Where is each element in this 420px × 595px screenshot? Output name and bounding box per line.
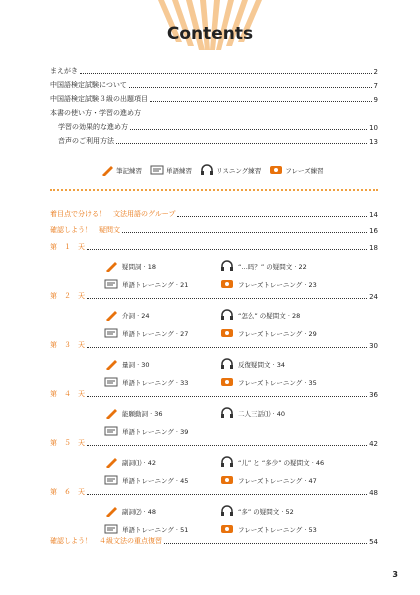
toc-sub-label: 介詞 · 24 bbox=[122, 311, 150, 320]
toc-page: 14 bbox=[369, 211, 378, 219]
toc-label: 中国語検定試験３級の出題項目 bbox=[50, 95, 148, 103]
toc-page: 48 bbox=[369, 489, 378, 497]
toc-sub-label: 単語トレーニング · 33 bbox=[122, 378, 189, 387]
card-icon bbox=[150, 164, 164, 176]
toc-sub-label: 反復疑問文 · 34 bbox=[238, 360, 285, 369]
phrase-icon bbox=[220, 327, 234, 339]
toc-label: 確認しよう！ ４級文法の重点復習 bbox=[50, 537, 162, 545]
leader-dots bbox=[87, 494, 367, 495]
toc-entry[interactable] bbox=[50, 94, 378, 104]
headphones-icon bbox=[220, 358, 234, 370]
toc-sub-label: “儿” と “多少” の疑問文 · 46 bbox=[238, 458, 325, 467]
toc-entry[interactable] bbox=[50, 536, 378, 546]
toc-entry[interactable] bbox=[50, 122, 378, 132]
headphones-icon bbox=[220, 407, 234, 419]
toc-entry[interactable] bbox=[50, 291, 378, 301]
toc-label: 中国語検定試験について bbox=[50, 81, 127, 89]
toc-sub-entry[interactable] bbox=[220, 505, 294, 517]
toc-sub-entry[interactable] bbox=[104, 456, 156, 468]
toc-page: 9 bbox=[373, 96, 378, 104]
dotted-separator bbox=[50, 189, 378, 191]
toc-sub-entry[interactable] bbox=[104, 425, 188, 437]
toc-entry[interactable] bbox=[50, 389, 378, 399]
card-icon bbox=[104, 474, 118, 486]
toc-entry[interactable] bbox=[50, 108, 378, 118]
toc-sub-entry[interactable] bbox=[220, 523, 317, 535]
icon-legend bbox=[100, 164, 324, 176]
toc-label: 音声のご利用方法 bbox=[58, 137, 114, 145]
card-icon bbox=[104, 523, 118, 535]
toc-entry[interactable] bbox=[50, 80, 378, 90]
toc-entry[interactable] bbox=[50, 225, 378, 235]
toc-label: 第 １ 天 bbox=[50, 243, 85, 251]
toc-sub-label: 副詞⑵ · 48 bbox=[122, 507, 156, 516]
leader-dots bbox=[129, 87, 372, 88]
headphones-icon bbox=[220, 456, 234, 468]
leader-dots bbox=[150, 101, 372, 102]
toc-sub-entry[interactable] bbox=[220, 327, 317, 339]
toc-sub-entry[interactable] bbox=[104, 327, 188, 339]
toc-page: 2 bbox=[373, 68, 378, 76]
toc-sub-label: “…吗？” の疑問文 · 22 bbox=[238, 262, 307, 271]
toc-sub-entry[interactable] bbox=[220, 358, 285, 370]
toc-sub-label: 疑問詞 · 18 bbox=[122, 262, 156, 271]
toc-sub-entry[interactable] bbox=[104, 260, 156, 272]
toc-sub-entry[interactable] bbox=[220, 260, 307, 272]
toc-page: 24 bbox=[369, 293, 378, 301]
toc-sub-entry[interactable] bbox=[104, 523, 188, 535]
toc-page: 42 bbox=[369, 440, 378, 448]
toc-label: 第 ３ 天 bbox=[50, 341, 85, 349]
toc-sub-label: 単語トレーニング · 45 bbox=[122, 476, 189, 485]
phrase-icon bbox=[220, 376, 234, 388]
leader-dots bbox=[80, 73, 372, 74]
toc-page: 13 bbox=[369, 138, 378, 146]
toc-page: 54 bbox=[369, 538, 378, 546]
toc-label: 本書の使い方・学習の進め方 bbox=[50, 109, 141, 117]
toc-sub-label: 量詞 · 30 bbox=[122, 360, 150, 369]
toc-label: まえがき bbox=[50, 67, 78, 75]
toc-sub-label: 能願動詞 · 36 bbox=[122, 409, 163, 418]
pencil-icon bbox=[104, 358, 118, 370]
phrase-icon bbox=[220, 278, 234, 290]
phrase-icon bbox=[220, 474, 234, 486]
toc-sub-entry[interactable] bbox=[104, 358, 149, 370]
toc-sub-label: フレーズトレーニング · 53 bbox=[238, 525, 317, 534]
leader-dots bbox=[87, 396, 367, 397]
pencil-icon bbox=[104, 505, 118, 517]
toc-sub-entry[interactable] bbox=[220, 309, 300, 321]
leader-dots bbox=[116, 143, 367, 144]
toc-sub-entry[interactable] bbox=[220, 456, 324, 468]
toc-page: 36 bbox=[369, 391, 378, 399]
toc-sub-entry[interactable] bbox=[220, 278, 317, 290]
toc-label: 確認しよう！ 疑問文 bbox=[50, 226, 120, 234]
toc-sub-entry[interactable] bbox=[104, 407, 162, 419]
leader-dots bbox=[130, 129, 367, 130]
toc-sub-label: 二人三話⑴ · 40 bbox=[238, 409, 285, 418]
toc-sub-entry[interactable] bbox=[104, 309, 149, 321]
headphones-icon bbox=[220, 505, 234, 517]
toc-entry[interactable] bbox=[50, 340, 378, 350]
legend-label: フレーズ練習 bbox=[285, 166, 324, 175]
toc-label: 学習の効果的な進め方 bbox=[58, 123, 128, 131]
toc-entry[interactable] bbox=[50, 209, 378, 219]
pencil-icon bbox=[100, 164, 114, 176]
pencil-icon bbox=[104, 260, 118, 272]
toc-sub-label: “怎么” の疑問文 · 28 bbox=[238, 311, 301, 320]
toc-sub-entry[interactable] bbox=[104, 376, 188, 388]
headphones-icon bbox=[220, 309, 234, 321]
toc-sub-label: “多” の疑問文 · 52 bbox=[238, 507, 294, 516]
toc-sub-label: 単語トレーニング · 39 bbox=[122, 427, 189, 436]
card-icon bbox=[104, 278, 118, 290]
card-icon bbox=[104, 425, 118, 437]
pencil-icon bbox=[104, 309, 118, 321]
toc-sub-label: 単語トレーニング · 51 bbox=[122, 525, 189, 534]
toc-entry[interactable] bbox=[50, 242, 378, 252]
leader-dots bbox=[87, 445, 367, 446]
toc-entry[interactable] bbox=[50, 438, 378, 448]
toc-sub-label: フレーズトレーニング · 23 bbox=[238, 280, 317, 289]
leader-dots bbox=[177, 216, 367, 217]
page-number: 3 bbox=[392, 570, 398, 579]
pencil-icon bbox=[104, 407, 118, 419]
toc-sub-label: フレーズトレーニング · 47 bbox=[238, 476, 317, 485]
toc-page: 18 bbox=[369, 244, 378, 252]
toc-label: 第 ４ 天 bbox=[50, 390, 85, 398]
toc-entry[interactable] bbox=[50, 66, 378, 76]
toc-sub-entry[interactable] bbox=[220, 407, 285, 419]
legend-label: リスニング練習 bbox=[216, 166, 262, 175]
toc-entry[interactable] bbox=[50, 136, 378, 146]
toc-sub-entry[interactable] bbox=[104, 278, 188, 290]
leader-dots bbox=[87, 347, 367, 348]
toc-page: 7 bbox=[373, 82, 378, 90]
toc-page: 10 bbox=[369, 124, 378, 132]
toc-label: 第 ２ 天 bbox=[50, 292, 85, 300]
leader-dots bbox=[164, 543, 367, 544]
card-icon bbox=[104, 376, 118, 388]
phrase-icon bbox=[269, 164, 283, 176]
toc-label: 第 ５ 天 bbox=[50, 439, 85, 447]
toc-sub-label: 副詞⑴ · 42 bbox=[122, 458, 156, 467]
toc-label: 第 ６ 天 bbox=[50, 488, 85, 496]
toc-entry[interactable] bbox=[50, 487, 378, 497]
toc-sub-entry[interactable] bbox=[220, 376, 317, 388]
toc-sub-entry[interactable] bbox=[104, 505, 156, 517]
card-icon bbox=[104, 327, 118, 339]
leader-dots bbox=[87, 249, 367, 250]
legend-label: 単語練習 bbox=[166, 166, 192, 175]
headphones-icon bbox=[200, 164, 214, 176]
leader-dots bbox=[87, 298, 367, 299]
toc-page: 16 bbox=[369, 227, 378, 235]
legend-label: 筆記練習 bbox=[116, 166, 142, 175]
toc-sub-entry[interactable] bbox=[104, 474, 188, 486]
page-title: Contents bbox=[166, 24, 254, 44]
headphones-icon bbox=[220, 260, 234, 272]
toc-sub-entry[interactable] bbox=[220, 474, 317, 486]
leader-dots bbox=[122, 232, 367, 233]
toc-sub-label: フレーズトレーニング · 29 bbox=[238, 329, 317, 338]
phrase-icon bbox=[220, 523, 234, 535]
toc-sub-label: 単語トレーニング · 27 bbox=[122, 329, 189, 338]
pencil-icon bbox=[104, 456, 118, 468]
toc-page: 30 bbox=[369, 342, 378, 350]
toc-sub-label: フレーズトレーニング · 35 bbox=[238, 378, 317, 387]
toc-label: 着目点で分ける！ 文法用語のグループ bbox=[50, 210, 176, 218]
toc-sub-label: 単語トレーニング · 21 bbox=[122, 280, 189, 289]
